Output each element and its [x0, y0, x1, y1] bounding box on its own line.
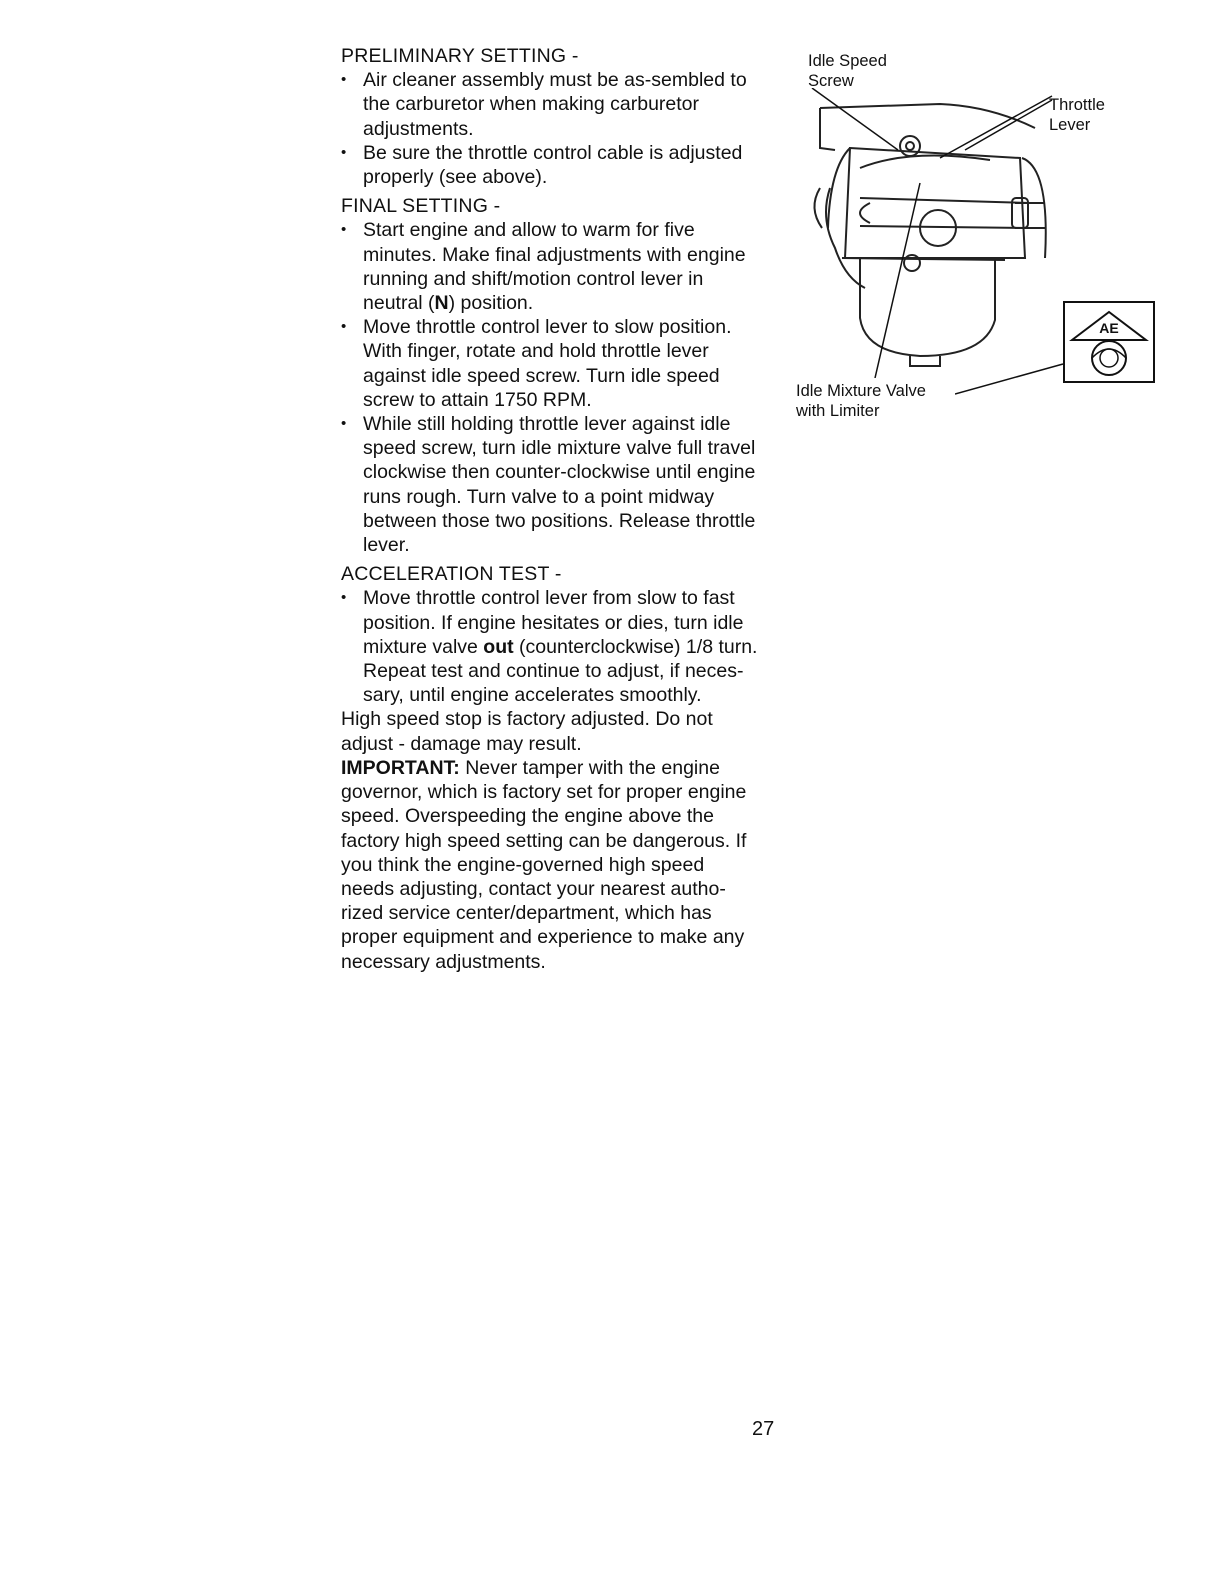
decal-leader-line — [955, 360, 1065, 400]
list-item: • While still holding throttle lever against idle speed screw, turn idle mixture valve full travel clockwise then counter-clockwise until engine runs rough. Turn valve to a point midway between those two positions. Release throttle lever. — [341, 412, 761, 557]
preliminary-heading: PRELIMINARY SETTING - — [341, 45, 579, 67]
throttle-label-line2: Lever — [1049, 116, 1091, 134]
list-item — [341, 586, 761, 707]
list-text: (counterclockwise) 1/8 turn. Repeat test and continue to adjust, if neces-sary, until engine accelerates smoothly. — [363, 635, 758, 707]
neutral-letter: N — [434, 292, 449, 315]
important-text: Never tamper with the engine governor, which is factory set for proper engine speed. Overspeeding the engine above the factory high speed setting can be dangerous. If you think the engine-governed high speed needs adjusting, contact your nearest autho-rized service center/department, which has proper equipment and experience to make any necessary adjustments. — [341, 756, 747, 973]
list-text: Start engine and allow to warm for five minutes. Make final adjustments with engine running and shift/motion control lever in neutral ( — [363, 219, 746, 315]
list-item — [341, 218, 761, 315]
instruction-column — [341, 44, 761, 974]
ae-decal-icon — [1062, 300, 1156, 384]
list-item: • Move throttle control lever to slow position. With finger, rotate and hold throttle lever against idle speed screw. Turn idle speed screw to attain 1750 RPM. — [341, 315, 761, 412]
important-note — [341, 756, 761, 974]
list-item: • Air cleaner assembly must be as-sembled to the carburetor when making carburetor adjustments. — [341, 68, 761, 141]
acceleration-heading: ACCELERATION TEST - — [341, 563, 562, 586]
idle-mixture-label: Idle Mixture Valve — [796, 382, 926, 400]
carburetor-illustration — [790, 88, 1060, 378]
list-text: Move throttle control lever from slow to fast position. If engine hesitates or dies, turn idle mixture valve — [363, 587, 744, 658]
out-emphasis: out — [483, 635, 514, 658]
acceleration-list — [341, 586, 761, 707]
decal-text: AE — [1099, 320, 1119, 336]
throttle-label: Throttle — [1049, 96, 1105, 114]
idle-mixture-label-line2: with Limiter — [796, 402, 880, 420]
final-list — [341, 218, 761, 557]
important-label: IMPORTANT: — [341, 756, 460, 779]
preliminary-list — [341, 68, 761, 189]
high-speed-note: High speed stop is factory adjusted. Do not adjust - damage may result. — [341, 708, 713, 755]
page-number: 27 — [752, 1418, 775, 1440]
idle-speed-label: Idle Speed — [808, 52, 887, 70]
final-heading: FINAL SETTING - — [341, 195, 501, 218]
list-text: ) position. — [448, 292, 534, 315]
list-item: • Be sure the throttle control cable is adjusted properly (see above). — [341, 141, 761, 189]
idle-speed-label-line2: Screw — [808, 72, 854, 90]
